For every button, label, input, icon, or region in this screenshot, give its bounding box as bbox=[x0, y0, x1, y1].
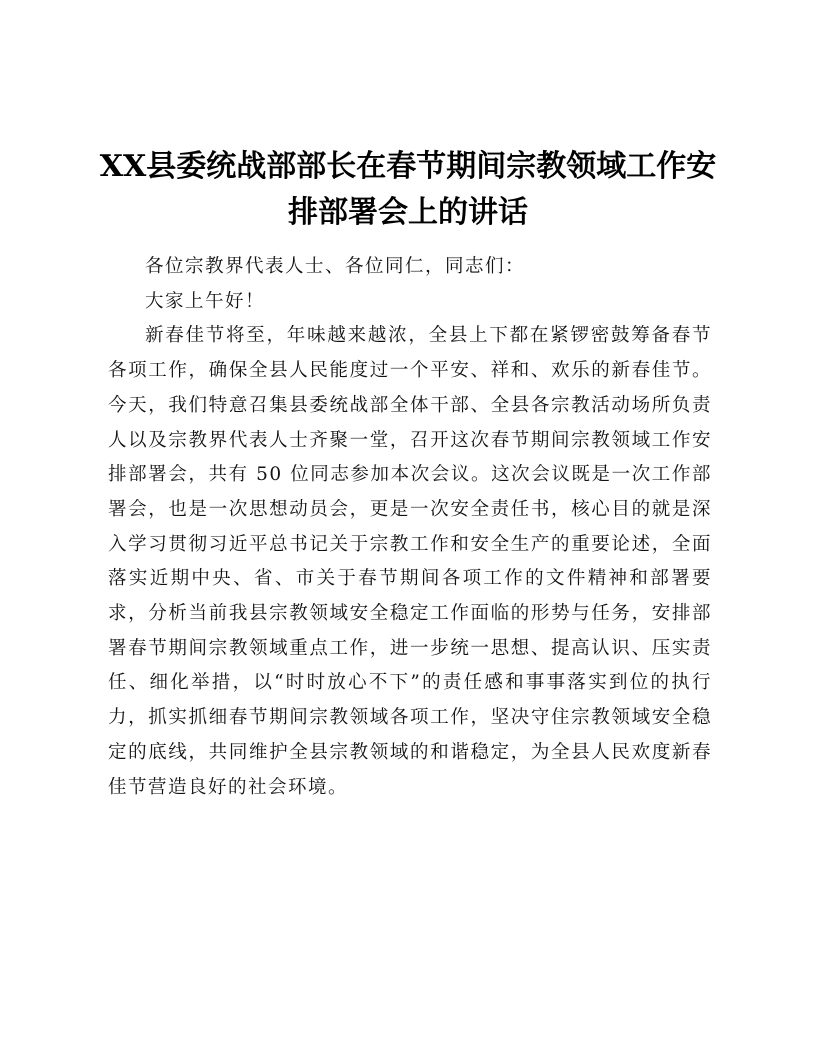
greeting-line: 各位宗教界代表人士、各位同仁，同志们： bbox=[145, 256, 526, 277]
body-paragraph: 新春佳节将至，年味越来越浓，全县上下都在紧锣密鼓筹备春节各项工作，确保全县人民能度过一个平安、祥和、欢乐的新春佳节。今天，我们特意召集县委统战部全体干部、全县各宗教活动场所负责人以及宗教界代表人士齐聚一堂，召开这次春节期间宗教领域工作安排部署会，共有 50 位同志参加本次会议。这次会议既是一次工作部署会，也是一次思想动员会，更是一次安全责任书，核心目的就是深入学习贯彻习近平总书记关于宗教工作和安全生产的重要论述，全面落实近期中央、省、市关于春节期间各项工作的文件精神和部署要求，分析当前我县宗教领域安全稳定工作面临的形势与任务，安排部署春节期间宗教领域重点工作，进一步统一思想、提高认识、压实责任、细化举措，以“时时放心不下”的责任感和事事落实到位的执行力，抓实抓细春节期间宗教领域各项工作，坚决守住宗教领域安全稳定的底线，共同维护全县宗教领域的和谐稳定，为全县人民欢度新春佳节营造良好的社会环境。 bbox=[108, 325, 712, 798]
document-body bbox=[108, 250, 712, 805]
salutation-line: 大家上午好！ bbox=[145, 290, 266, 312]
document-title: XX县委统战部部长在春节期间宗教领域工作安排部署会上的讲话 bbox=[99, 149, 717, 230]
